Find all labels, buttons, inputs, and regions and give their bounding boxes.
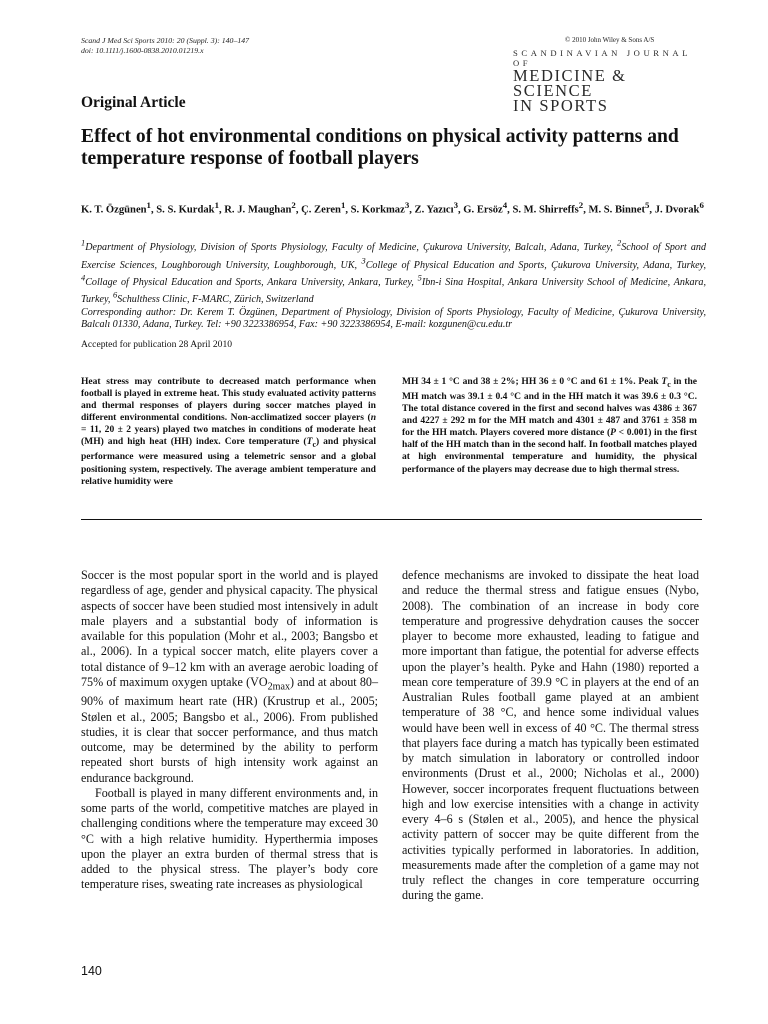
abstract-column-right: MH 34 ± 1 °C and 38 ± 2%; HH 36 ± 0 °C and 61 ± 1%. Peak $T_c$ in the MH match was 39.1 ± 0.4 °C and in the HH match it was 39.6 ± 0.3 °C. The total distance covered in the first and second halves was 4386 ± 367 and 4227 ± 292 m for the MH match and 4301 ± 487 and 3761 ± 358 m for the HH match. Players covered more distance (P < 0.001) in the first half of the HH match than in the second half. In football matches played at high environmental temperature and humidity, the physical performance of the players may decrease due to high thermal stress. (402, 376, 697, 475)
body-paragraph: Soccer is the most popular sport in the world and is played regardless of age, gender and physical capacity. The physical aspects of soccer have been studied most intensively in adult male players and a substantial body of information is available for this population (Mohr et al., 2003; Bangsbo et al., 2006). In a typical soccer match, elite players cover a total distance of 9–12 km with an average aerobic loading of 75% of maximum oxygen uptake $(VO_{2max})$ and at about 80–90% of maximum heart rate (HR) (Krustrup et al., 2005; Stølen et al., 2005; Bangsbo et al., 2006). From published studies, it is clear that soccer performance, and thus match outcome, may be determined by the ability to perform repeated short bursts of high intensity work against an endurance background. (81, 568, 378, 785)
journal-name-line-1: SCANDINAVIAN JOURNAL OF (513, 48, 691, 68)
body-column-right (402, 568, 699, 904)
journal-name-line-2: MEDICINE & SCIENCE (513, 66, 627, 100)
journal-logo (513, 48, 701, 113)
affiliations (81, 238, 706, 332)
affiliation-list: $^1$Department of Physiology, Division of Sports Physiology, Faculty of Medicine, Çukurova University, Balcalı, Adana, Turkey, $^2$School of Sport and Exercise Sciences, Loughborough University, Loughborough, UK, $^3$College of Physical Education and Sports, Çukurova University, Adana, Turkey, $^4$Collage of Physical Education and Sports, Ankara University, Ankara, Turkey, $^5$Ibn-i Sina Hospital, Ankara University School of Medicine, Ankara, Turkey, $^6$Schulthess Clinic, F-MARC, Zürich, Switzerland (81, 239, 706, 305)
body-paragraph: Football is played in many different environments and, in some parts of the world, competitive matches are played in challenging conditions where the temperature may exceed 30 °C with a high relative humidity. Hyperthermia imposes upon the player an extra burden of thermal stress that is added to the physical stress. The player’s body core temperature rises, sweating rate increases as physiological (81, 785, 378, 892)
article-title: Effect of hot environmental conditions on physical activity patterns and temperature response of football players (81, 126, 679, 169)
section-divider (81, 519, 702, 520)
journal-name-line-3: IN SPORTS (513, 96, 609, 115)
citation (81, 36, 249, 56)
article-type: Original Article (81, 94, 186, 111)
abstract-column-left: Heat stress may contribute to decreased match performance when football is played in extreme heat. This study evaluated activity patterns and thermal responses of players during soccer matches played in different environmental conditions. Non-acclimatized soccer players (n = 11, 20 ± 2 years) played two matches in conditions of moderate heat (MH) and high heat (HH) index. Core temperature $(T_c)$ and physical performance were measured using a telemetric sensor and a global positioning system, respectively. The average ambient temperature and relative humidity were (81, 376, 376, 487)
page-number: 140 (81, 964, 102, 978)
copyright-notice: © 2010 John Wiley & Sons A/S (565, 36, 655, 44)
corresponding-author: Corresponding author: Dr. Kerem T. Özgünen, Department of Physiology, Division of Sports Physiology, Faculty of Medicine, Çukurova University, Balcalı 01330, Adana, Turkey. Tel: +90 3223386954, Fax: +90 3223386954, E-mail: kozgunen@cu.edu.tr (81, 306, 706, 331)
author-list: K. T. Özgünen$^1$, S. S. Kurdak$^1$, R. J. Maughan$^2$, Ç. Zeren$^1$, S. Korkmaz$^3$, Z. Yazıcı$^3$, G. Ersöz$^4$, S. M. Shirreffs$^2$, M. S. Binnet$^5$, J. Dvorak$^6$ (81, 200, 704, 216)
doi-line: doi: 10.1111/j.1600-0838.2010.01219.x (81, 46, 204, 55)
body-paragraph: defence mechanisms are invoked to dissipate the heat load and reduce the thermal stress and fatigue ensues (Nybo, 2008). The combination of an increase in body core temperature and progressive dehydration causes the soccer player to become more exhausted, leading to fatigue and more important than fatigue, the potential for adverse effects upon the player’s health. Pyke and Hahn (1980) reported a mean core temperature of 39.9 °C in players at the end of an Australian Rules football game played at an ambient temperature of 38 °C, and hence some individual values would have been well in excess of 40 °C. The thermal stress that players face during a match has typically been estimated by match simulation in laboratory or controlled indoor environments (Drust et al., 2000; Nicholas et al., 2000) However, soccer incorporates frequent fluctuations between high and low exercise intensities with a change in activity every 4–6 s (Stølen et al., 2005), and hence the physical activity pattern of soccer may be quite different from the activities typically performed in laboratories. In addition, measurements made after the completion of a game may not truly reflect the changes in core temperature occurring during the game. (402, 568, 699, 903)
body-column-left (81, 568, 378, 893)
citation-line-1: Scand J Med Sci Sports 2010: 20 (Suppl. 3): 140–147 (81, 36, 250, 45)
accepted-date: Accepted for publication 28 April 2010 (81, 339, 233, 350)
